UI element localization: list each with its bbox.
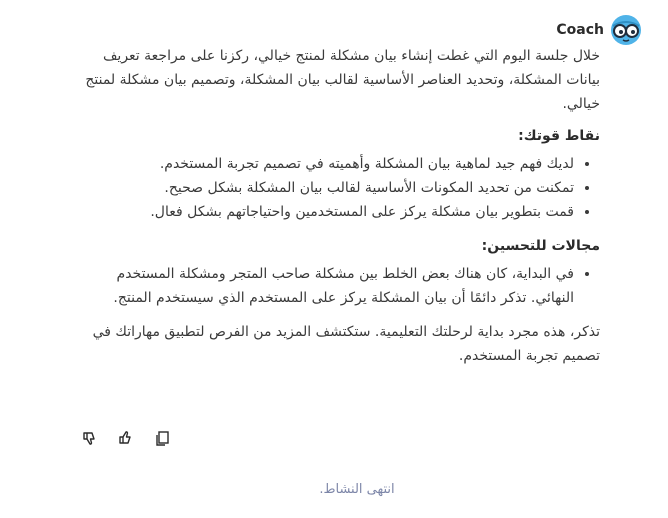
activity-status: انتهى النشاط. bbox=[319, 482, 395, 497]
thumbs-up-button[interactable] bbox=[116, 428, 136, 448]
list-item: • لديك فهم جيد لماهية بيان المشكلة وأهميته في تصميم تجربة المستخدم. bbox=[70, 152, 574, 176]
thumbs-down-button[interactable] bbox=[80, 428, 100, 448]
list-item: • تمكنت من تحديد المكونات الأساسية لقالب بيان المشكلة بشكل صحيح. bbox=[70, 176, 574, 200]
improvements-title: مجالات للتحسين: bbox=[481, 238, 600, 254]
copy-button[interactable] bbox=[152, 428, 172, 448]
message-closing: تذكر، هذه مجرد بداية لرحلتك التعليمية. ستكتشف المزيد من الفرص لتطبيق مهاراتك في تصميم تجربة المستخدم. bbox=[92, 324, 600, 364]
glasses-avatar-icon bbox=[610, 14, 642, 46]
list-item: • في البداية، كان هناك بعض الخلط بين مشكلة صاحب المتجر ومشكلة المستخدم النهائي. تذكر دائمًا أن بيان المشكلة يركز على المستخدم الذي سيستخدم المنتج. bbox=[70, 262, 574, 310]
improvements-list bbox=[70, 262, 600, 310]
strengths-title: نقاط قوتك: bbox=[518, 128, 600, 144]
thumbs-up-icon bbox=[118, 430, 134, 446]
message-actions bbox=[80, 428, 172, 448]
coach-name: Coach bbox=[556, 22, 604, 38]
thumbs-down-icon bbox=[82, 430, 98, 446]
message-header bbox=[556, 14, 642, 46]
strengths-list bbox=[70, 152, 600, 224]
message-intro: خلال جلسة اليوم التي غطت إنشاء بيان مشكلة لمنتج خيالي، ركزنا على مراجعة تعريف بيانات المشكلة، وتحديد العناصر الأساسية لقالب بيان المشكلة، وتصميم بيان مشكلة لمنتج خيالي. bbox=[85, 48, 600, 112]
coach-message bbox=[70, 44, 600, 368]
copy-icon bbox=[154, 430, 170, 446]
list-item: • قمت بتطوير بيان مشكلة يركز على المستخدمين واحتياجاتهم بشكل فعال. bbox=[70, 200, 574, 224]
